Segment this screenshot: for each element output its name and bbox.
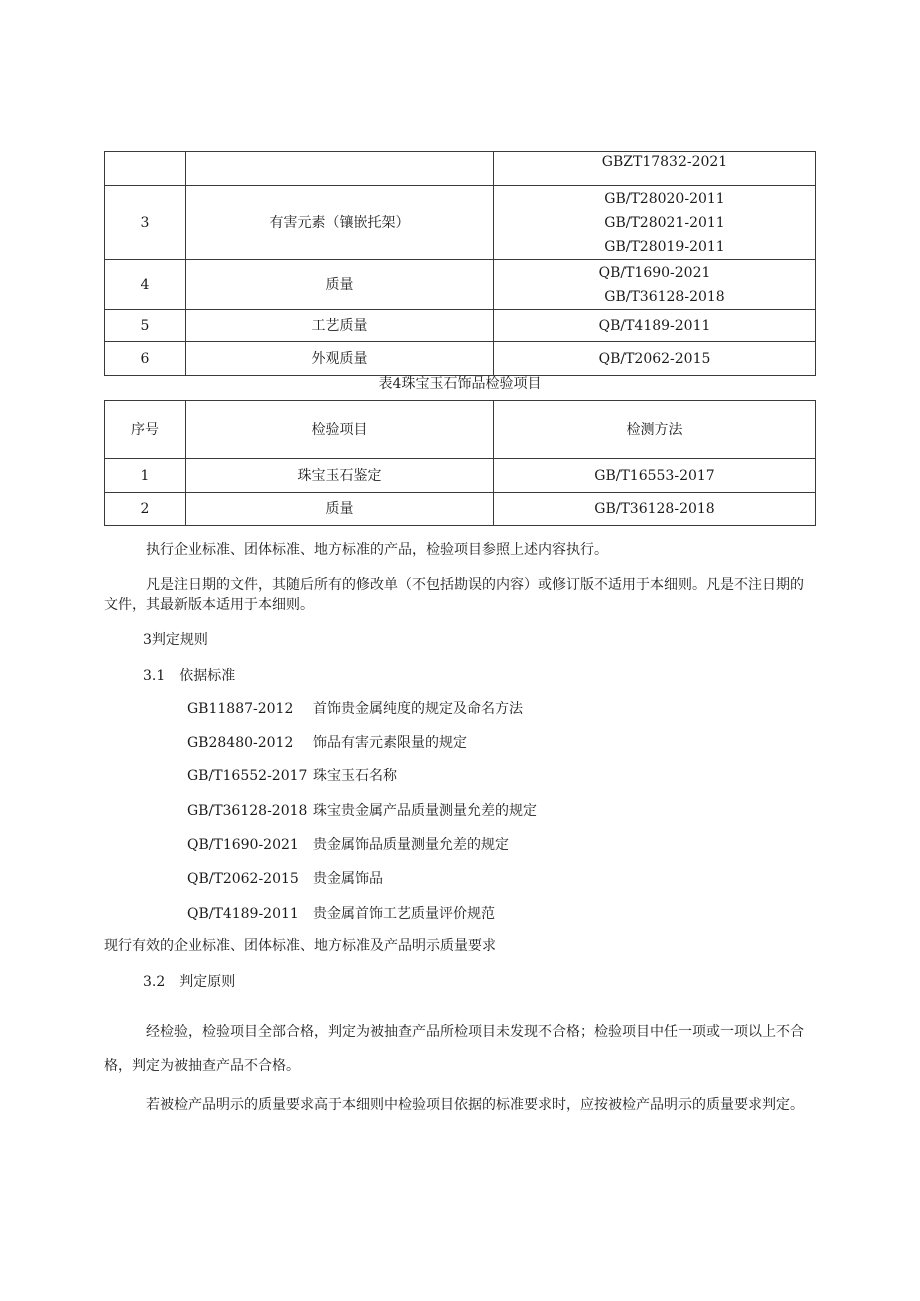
reference-item xyxy=(187,801,537,821)
cell-item: 质量 xyxy=(186,260,494,310)
reference-code: QB/T1690-2021 xyxy=(187,837,299,853)
standard-code: QB/T2062-2015 xyxy=(598,350,711,367)
table-row xyxy=(105,260,816,310)
paragraph-execution: 执行企业标准、团体标准、地方标准的产品，检验项目参照上述内容执行。 xyxy=(146,542,608,558)
cell-standards xyxy=(494,152,816,186)
header-no: 序号 xyxy=(105,401,186,459)
reference-title: 贵金属首饰工艺质量评价规范 xyxy=(313,906,495,922)
section-heading-3-1: 3.1 依据标准 xyxy=(143,668,236,684)
section-heading-3: 3判定规则 xyxy=(143,632,208,648)
reference-code: GB/T36128-2018 xyxy=(187,803,308,819)
table-row xyxy=(105,459,816,493)
reference-title: 贵金属饰品 xyxy=(313,871,383,887)
cell-item: 珠宝玉石鉴定 xyxy=(186,459,494,493)
reference-title: 珠宝贵金属产品质量测量允差的规定 xyxy=(313,803,537,819)
table-row xyxy=(105,152,816,186)
paragraph-judgement-1: 经检验，检验项目全部合格，判定为被抽查产品所检项目未发现不合格；检验项目中任一项或一项以上不合格，判定为被抽查产品不合格。 xyxy=(104,1024,804,1074)
table-row xyxy=(105,186,816,260)
cell-no: 6 xyxy=(105,342,186,376)
cell-no: 1 xyxy=(105,459,186,493)
reference-item xyxy=(187,733,467,753)
reference-item xyxy=(187,699,523,719)
cell-standards xyxy=(494,260,816,310)
table4 xyxy=(104,400,816,526)
paragraph-dated-docs: 凡是注日期的文件，其随后所有的修改单（不包括勘误的内容）或修订版不适用于本细则。凡是不注日期的文件，其最新版本适用于本细则。 xyxy=(104,577,804,613)
table3-continued xyxy=(104,151,816,376)
cell-item: 质量 xyxy=(186,493,494,526)
cell-item: 工艺质量 xyxy=(186,310,494,342)
standard-code: GB/T28020-2011 xyxy=(604,190,725,207)
reference-item xyxy=(187,766,397,786)
header-item: 检验项目 xyxy=(186,401,494,459)
table4-caption: 表4珠宝玉石饰品检验项目 xyxy=(378,376,542,392)
reference-title: 珠宝玉石名称 xyxy=(313,768,397,784)
cell-standards xyxy=(494,342,816,376)
cell-no xyxy=(105,152,186,186)
reference-title: 饰品有害元素限量的规定 xyxy=(313,735,467,751)
cell-method: GB/T16553-2017 xyxy=(494,459,816,493)
reference-item xyxy=(187,835,509,855)
cell-item: 有害元素（镶嵌托架） xyxy=(186,186,494,260)
table-row xyxy=(105,493,816,526)
cell-no: 4 xyxy=(105,260,186,310)
standard-code: QB/T4189-2011 xyxy=(598,317,711,334)
header-method: 检测方法 xyxy=(494,401,816,459)
reference-code: GB11887-2012 xyxy=(187,701,294,717)
standard-code: GB/T28021-2011 xyxy=(604,214,725,231)
cell-no: 5 xyxy=(105,310,186,342)
cell-standards xyxy=(494,310,816,342)
standard-code: GB/T28019-2011 xyxy=(604,238,725,255)
cell-standards xyxy=(494,186,816,260)
reference-title: 首饰贵金属纯度的规定及命名方法 xyxy=(313,701,523,717)
cell-no: 3 xyxy=(105,186,186,260)
table-row xyxy=(105,342,816,376)
reference-code: GB/T16552-2017 xyxy=(187,768,308,784)
paragraph-judgement-2: 若被检产品明示的质量要求高于本细则中检验项目依据的标准要求时，应按被检产品明示的质量要求判定。 xyxy=(146,1097,804,1113)
cell-item xyxy=(186,152,494,186)
cell-method: GB/T36128-2018 xyxy=(494,493,816,526)
reference-item xyxy=(187,869,383,889)
table-row xyxy=(105,310,816,342)
standard-code: GB/T36128-2018 xyxy=(604,288,725,305)
standard-code: GBZT17832-2021 xyxy=(601,154,728,170)
reference-code: QB/T4189-2011 xyxy=(187,906,299,922)
standard-code: QB/T1690-2021 xyxy=(598,264,711,281)
paragraph-current-standards: 现行有效的企业标准、团体标准、地方标准及产品明示质量要求 xyxy=(104,938,496,954)
table-header-row xyxy=(105,401,816,459)
reference-title: 贵金属饰品质量测量允差的规定 xyxy=(313,837,509,853)
section-heading-3-2: 3.2 判定原则 xyxy=(143,974,236,990)
reference-item xyxy=(187,904,495,924)
reference-code: QB/T2062-2015 xyxy=(187,871,299,887)
cell-no: 2 xyxy=(105,493,186,526)
reference-code: GB28480-2012 xyxy=(187,735,294,751)
cell-item: 外观质量 xyxy=(186,342,494,376)
